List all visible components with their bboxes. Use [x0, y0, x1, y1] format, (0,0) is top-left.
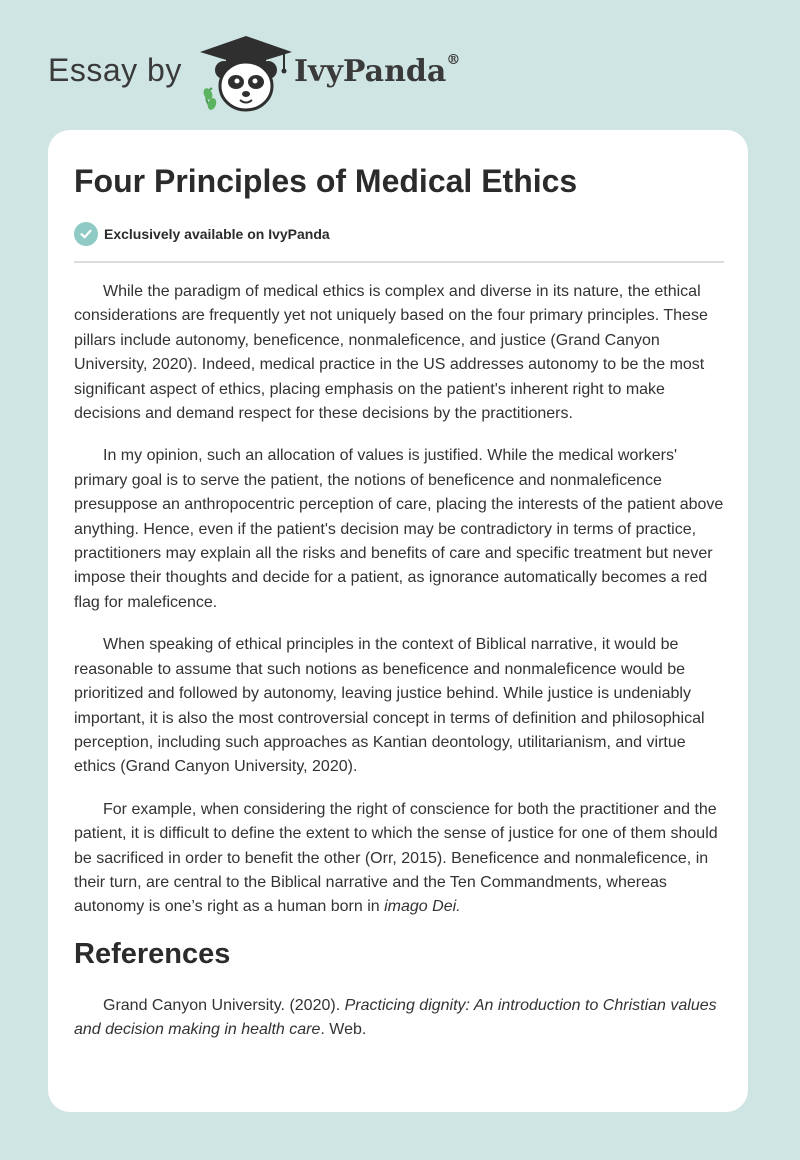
site-header	[0, 0, 800, 130]
check-icon	[74, 222, 98, 246]
essay-body	[74, 280, 724, 1061]
essay-card	[48, 130, 748, 1112]
ivypanda-logo[interactable]	[196, 34, 296, 114]
exclusive-badge	[74, 222, 330, 246]
paragraph: While the paradigm of medical ethics is complex and diverse in its nature, the ethical considerations are frequently yet not uniquely based on the four primary principles. These pillars include autonomy, beneficence, nonmaleficence, and justice (Grand Canyon University, 2020). Indeed, medical practice in the US addresses autonomy to be the most significant aspect of ethics, placing emphasis on the patient's inherent right to make decisions and demand respect for these decisions by the practitioners.	[74, 283, 708, 423]
references-heading: References	[74, 937, 231, 970]
brand-name: IvyPanda®	[294, 52, 461, 89]
essay-by-label: Essay by	[48, 52, 182, 88]
paragraph: When speaking of ethical principles in the context of Biblical narrative, it would be reasonable to assume that such notions as beneficence and nonmaleficence would be prioritized and followed by autonomy, leaving justice behind. While justice is undeniably important, it is also the most controversial concept in terms of definition and philosophical perception, including such approaches as Kantian deontology, utilitarianism, and virtue ethics (Grand Canyon University, 2020).	[74, 636, 705, 776]
badge-label: Exclusively available on IvyPanda	[104, 226, 330, 242]
divider	[74, 261, 724, 263]
paragraph: In my opinion, such an allocation of values is justified. While the medical workers' primary goal is to serve the patient, the notions of beneficence and nonmaleficence presuppose an anthropocentric perception of care, placing the interests of the patient above anything. Hence, even if the patient's decision may be contradictory in terms of practice, practitioners may explain all the risks and benefits of care and specific treatment but never impose their thoughts and decide for a patient, as ignorance automatically becomes a red flag for maleficence.	[74, 447, 724, 611]
page-title: Four Principles of Medical Ethics	[74, 163, 578, 199]
reference-item: Grand Canyon University. (2020). Practicing dignity: An introduction to Christian values and decision making in health care. Web.	[74, 996, 717, 1039]
paragraph: For example, when considering the right of conscience for both the practitioner and the patient, it is difficult to define the extent to which the sense of justice for one of them should be sacrificed in order to benefit the other (Orr, 2015). Beneficence and nonmaleficence, in their turn, are central to the Biblical narrative and the Ten Commandments, whereas autonomy is one’s right as a human born in imago Dei.	[74, 800, 718, 916]
